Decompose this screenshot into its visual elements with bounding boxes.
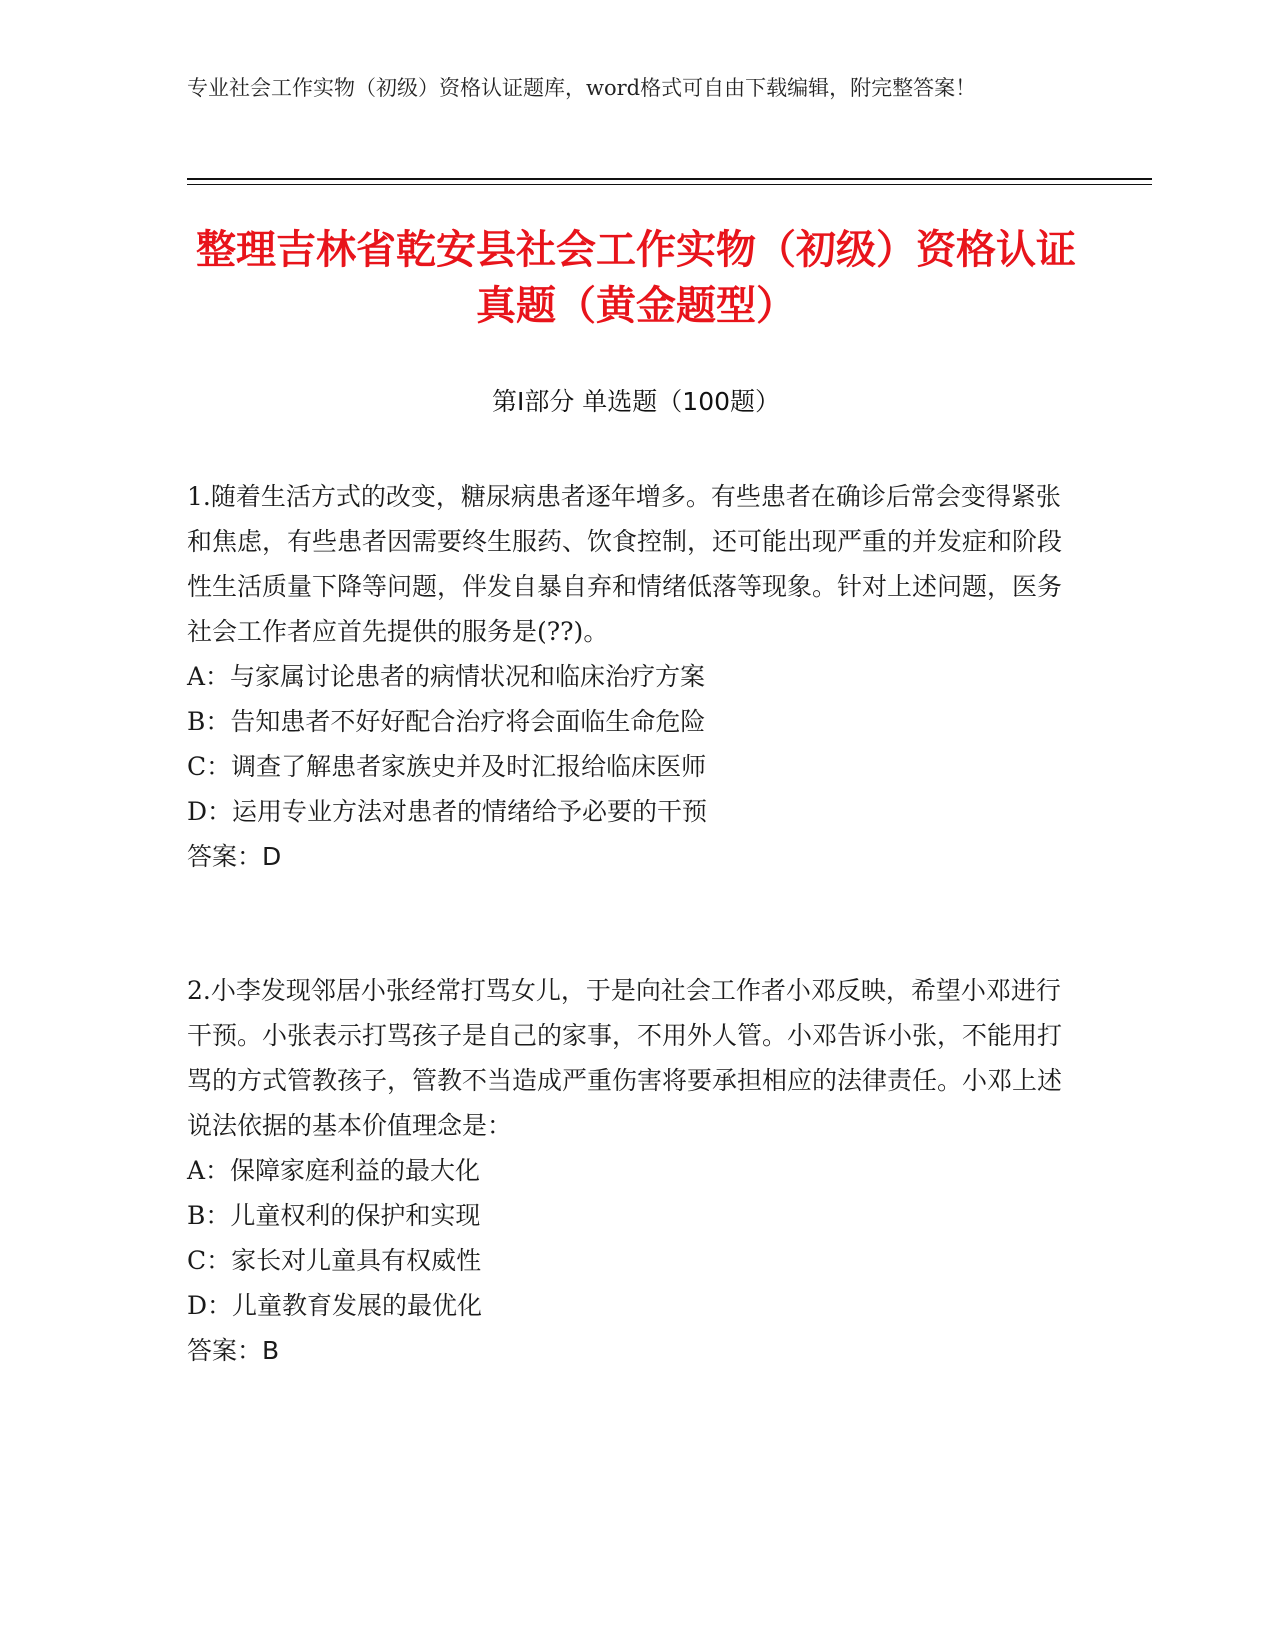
option-c: C：家长对儿童具有权威性 xyxy=(187,1246,482,1275)
question-stem: 2.小李发现邻居小张经常打骂女儿，于是向社会工作者小邓反映，希望小邓进行干预。小张表示打骂孩子是自己的家事，不用外人管。小邓告诉小张，不能用打骂的方式管教孩子，管教不当造成严重伤害将要承担相应的法律责任。小邓上述说法依据的基本价值理念是： xyxy=(187,976,1063,1140)
option-b: B：告知患者不好好配合治疗将会面临生命危险 xyxy=(187,707,706,736)
answer-line: 答案：B xyxy=(187,1336,280,1365)
header-divider-thin xyxy=(187,184,1152,185)
option-d: D：儿童教育发展的最优化 xyxy=(187,1291,483,1320)
option-d: D：运用专业方法对患者的情绪给予必要的干预 xyxy=(187,797,708,826)
answer-line: 答案：D xyxy=(187,842,282,871)
option-a: A：保障家庭利益的最大化 xyxy=(187,1156,481,1185)
question-stem: 1.随着生活方式的改变，糖尿病患者逐年增多。有些患者在确诊后常会变得紧张和焦虑，有些患者因需要终生服药、饮食控制，还可能出现严重的并发症和阶段性生活质量下降等问题，伴发自暴自弃和情绪低落等现象。针对上述问题，医务社会工作者应首先提供的服务是(??)。 xyxy=(187,482,1063,646)
question-block-2 xyxy=(187,968,1067,1373)
header-divider-thick xyxy=(187,178,1152,180)
document-title: 整理吉林省乾安县社会工作实物（初级）资格认证真题（黄金题型） xyxy=(196,227,1076,329)
page-header-note: 专业社会工作实物（初级）资格认证题库，word格式可自由下载编辑，附完整答案！ xyxy=(187,76,977,100)
question-block-1 xyxy=(187,474,1067,879)
option-c: C：调查了解患者家族史并及时汇报给临床医师 xyxy=(187,752,707,781)
option-b: B：儿童权利的保护和实现 xyxy=(187,1201,481,1230)
section-heading: 第I部分 单选题（100题） xyxy=(491,387,781,416)
option-a: A：与家属讨论患者的病情状况和临床治疗方案 xyxy=(187,662,706,691)
